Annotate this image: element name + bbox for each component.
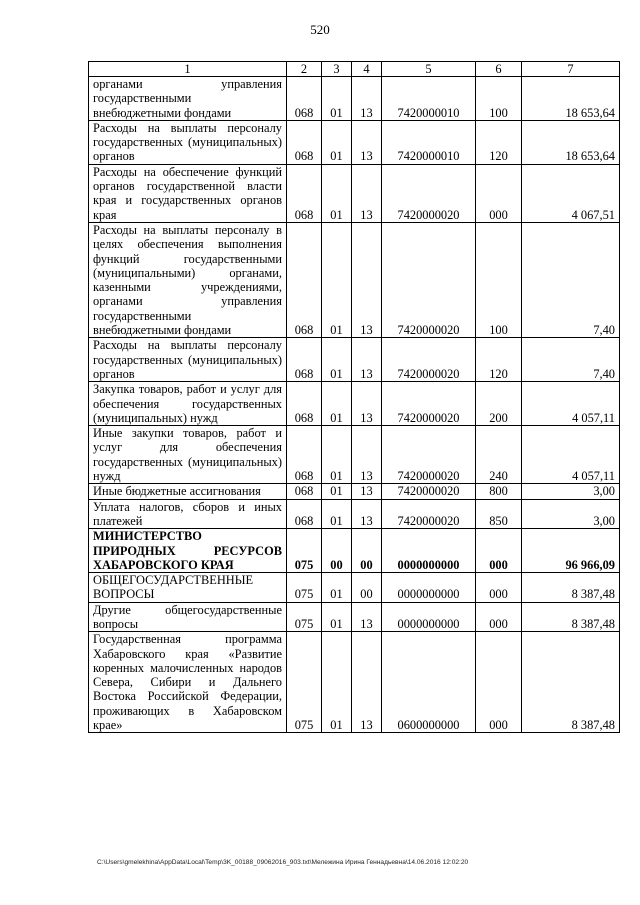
target-article-code: 7420000020 [382, 382, 476, 426]
row-name: МИНИСТЕРСТВО ПРИРОДНЫХ РЕСУРСОВ ХАБАРОВСКОГО КРАЯ [89, 529, 287, 573]
ministry-code: 075 [287, 529, 322, 573]
subsection-code: 13 [352, 164, 382, 222]
row-name: органами управления государственными внебюджетными фондами [89, 77, 287, 121]
table-row [89, 338, 620, 382]
target-article-code: 7420000020 [382, 484, 476, 499]
amount: 7,40 [522, 338, 620, 382]
header-col-4: 4 [352, 62, 382, 77]
ministry-code: 075 [287, 632, 322, 733]
ministry-code: 068 [287, 164, 322, 222]
subsection-code: 13 [352, 426, 382, 484]
target-article-code: 7420000020 [382, 164, 476, 222]
expense-type-code: 000 [476, 632, 522, 733]
row-name: Иные закупки товаров, работ и услуг для обеспечения государственных (муниципальных) нужд [89, 426, 287, 484]
ministry-code: 068 [287, 484, 322, 499]
header-col-2: 2 [287, 62, 322, 77]
row-name: Закупка товаров, работ и услуг для обеспечения государственных (муниципальных) нужд [89, 382, 287, 426]
ministry-code: 068 [287, 499, 322, 529]
row-name: Расходы на выплаты персоналу в целях обеспечения выполнения функций государственными (муниципальными) органами, казенными учреждениями, органами управления государственными внебюджетными фондами [89, 222, 287, 337]
table-row [89, 529, 620, 573]
header-col-5: 5 [382, 62, 476, 77]
subsection-code: 13 [352, 120, 382, 164]
section-code: 01 [322, 573, 352, 603]
amount: 7,40 [522, 222, 620, 337]
row-name: Расходы на выплаты персоналу государственных (муниципальных) органов [89, 338, 287, 382]
table-row [89, 164, 620, 222]
expense-type-code: 000 [476, 602, 522, 632]
amount: 8 387,48 [522, 602, 620, 632]
table-row [89, 484, 620, 499]
row-name: ОБЩЕГОСУДАРСТВЕННЫЕ ВОПРОСЫ [89, 573, 287, 603]
amount: 18 653,64 [522, 77, 620, 121]
ministry-code: 068 [287, 426, 322, 484]
ministry-code: 068 [287, 222, 322, 337]
target-article-code: 0000000000 [382, 602, 476, 632]
section-code: 01 [322, 632, 352, 733]
amount: 8 387,48 [522, 573, 620, 603]
section-code: 01 [322, 164, 352, 222]
subsection-code: 13 [352, 499, 382, 529]
header-row [89, 62, 620, 77]
expense-type-code: 120 [476, 120, 522, 164]
expense-type-code: 850 [476, 499, 522, 529]
expense-type-code: 000 [476, 573, 522, 603]
row-name: Другие общегосударственные вопросы [89, 602, 287, 632]
expense-type-code: 100 [476, 77, 522, 121]
expense-type-code: 240 [476, 426, 522, 484]
ministry-code: 075 [287, 573, 322, 603]
ministry-code: 068 [287, 338, 322, 382]
section-code: 01 [322, 120, 352, 164]
target-article-code: 0000000000 [382, 573, 476, 603]
table-row [89, 602, 620, 632]
subsection-code: 13 [352, 484, 382, 499]
header-col-7: 7 [522, 62, 620, 77]
amount: 4 067,51 [522, 164, 620, 222]
target-article-code: 0600000000 [382, 632, 476, 733]
amount: 96 966,09 [522, 529, 620, 573]
expense-type-code: 800 [476, 484, 522, 499]
amount: 3,00 [522, 484, 620, 499]
subsection-code: 13 [352, 382, 382, 426]
expense-type-code: 120 [476, 338, 522, 382]
table-row [89, 222, 620, 337]
target-article-code: 7420000020 [382, 338, 476, 382]
row-name: Расходы на выплаты персоналу государственных (муниципальных) органов [89, 120, 287, 164]
section-code: 01 [322, 602, 352, 632]
section-code: 01 [322, 382, 352, 426]
ministry-code: 068 [287, 77, 322, 121]
section-code: 01 [322, 222, 352, 337]
section-code: 01 [322, 484, 352, 499]
target-article-code: 7420000020 [382, 499, 476, 529]
ministry-code: 075 [287, 602, 322, 632]
section-code: 01 [322, 77, 352, 121]
section-code: 01 [322, 338, 352, 382]
expense-type-code: 200 [476, 382, 522, 426]
subsection-code: 00 [352, 529, 382, 573]
section-code: 01 [322, 426, 352, 484]
amount: 4 057,11 [522, 382, 620, 426]
target-article-code: 7420000020 [382, 222, 476, 337]
ministry-code: 068 [287, 382, 322, 426]
table-row [89, 632, 620, 733]
subsection-code: 13 [352, 602, 382, 632]
target-article-code: 0000000000 [382, 529, 476, 573]
subsection-code: 13 [352, 338, 382, 382]
row-name: Уплата налогов, сборов и иных платежей [89, 499, 287, 529]
expense-type-code: 000 [476, 164, 522, 222]
table-row [89, 499, 620, 529]
header-col-1: 1 [89, 62, 287, 77]
table-row [89, 382, 620, 426]
amount: 3,00 [522, 499, 620, 529]
section-code: 00 [322, 529, 352, 573]
amount: 8 387,48 [522, 632, 620, 733]
subsection-code: 13 [352, 222, 382, 337]
expense-type-code: 100 [476, 222, 522, 337]
row-name: Расходы на обеспечение функций органов государственной власти края и государственных органов края [89, 164, 287, 222]
table-row [89, 77, 620, 121]
expense-type-code: 000 [476, 529, 522, 573]
target-article-code: 7420000010 [382, 77, 476, 121]
row-name: Государственная программа Хабаровского края «Развитие коренных малочисленных народов Севера, Сибири и Дальнего Востока Российской Федерации, проживающих в Хабаровском крае» [89, 632, 287, 733]
file-path-footer: C:\Users\gmelekhina\AppData\Local\Temp\3K_00188_09062016_903.txt\Мележина Ирина Геннадьевна\14.06.2016 12:02:20 [97, 859, 469, 866]
budget-table [88, 61, 620, 733]
header-col-3: 3 [322, 62, 352, 77]
section-code: 01 [322, 499, 352, 529]
table-row [89, 120, 620, 164]
target-article-code: 7420000010 [382, 120, 476, 164]
header-col-6: 6 [476, 62, 522, 77]
amount: 18 653,64 [522, 120, 620, 164]
page-number: 520 [310, 22, 330, 37]
amount: 4 057,11 [522, 426, 620, 484]
ministry-code: 068 [287, 120, 322, 164]
row-name: Иные бюджетные ассигнования [89, 484, 287, 499]
subsection-code: 13 [352, 632, 382, 733]
table-row [89, 426, 620, 484]
subsection-code: 00 [352, 573, 382, 603]
subsection-code: 13 [352, 77, 382, 121]
table-row [89, 573, 620, 603]
target-article-code: 7420000020 [382, 426, 476, 484]
